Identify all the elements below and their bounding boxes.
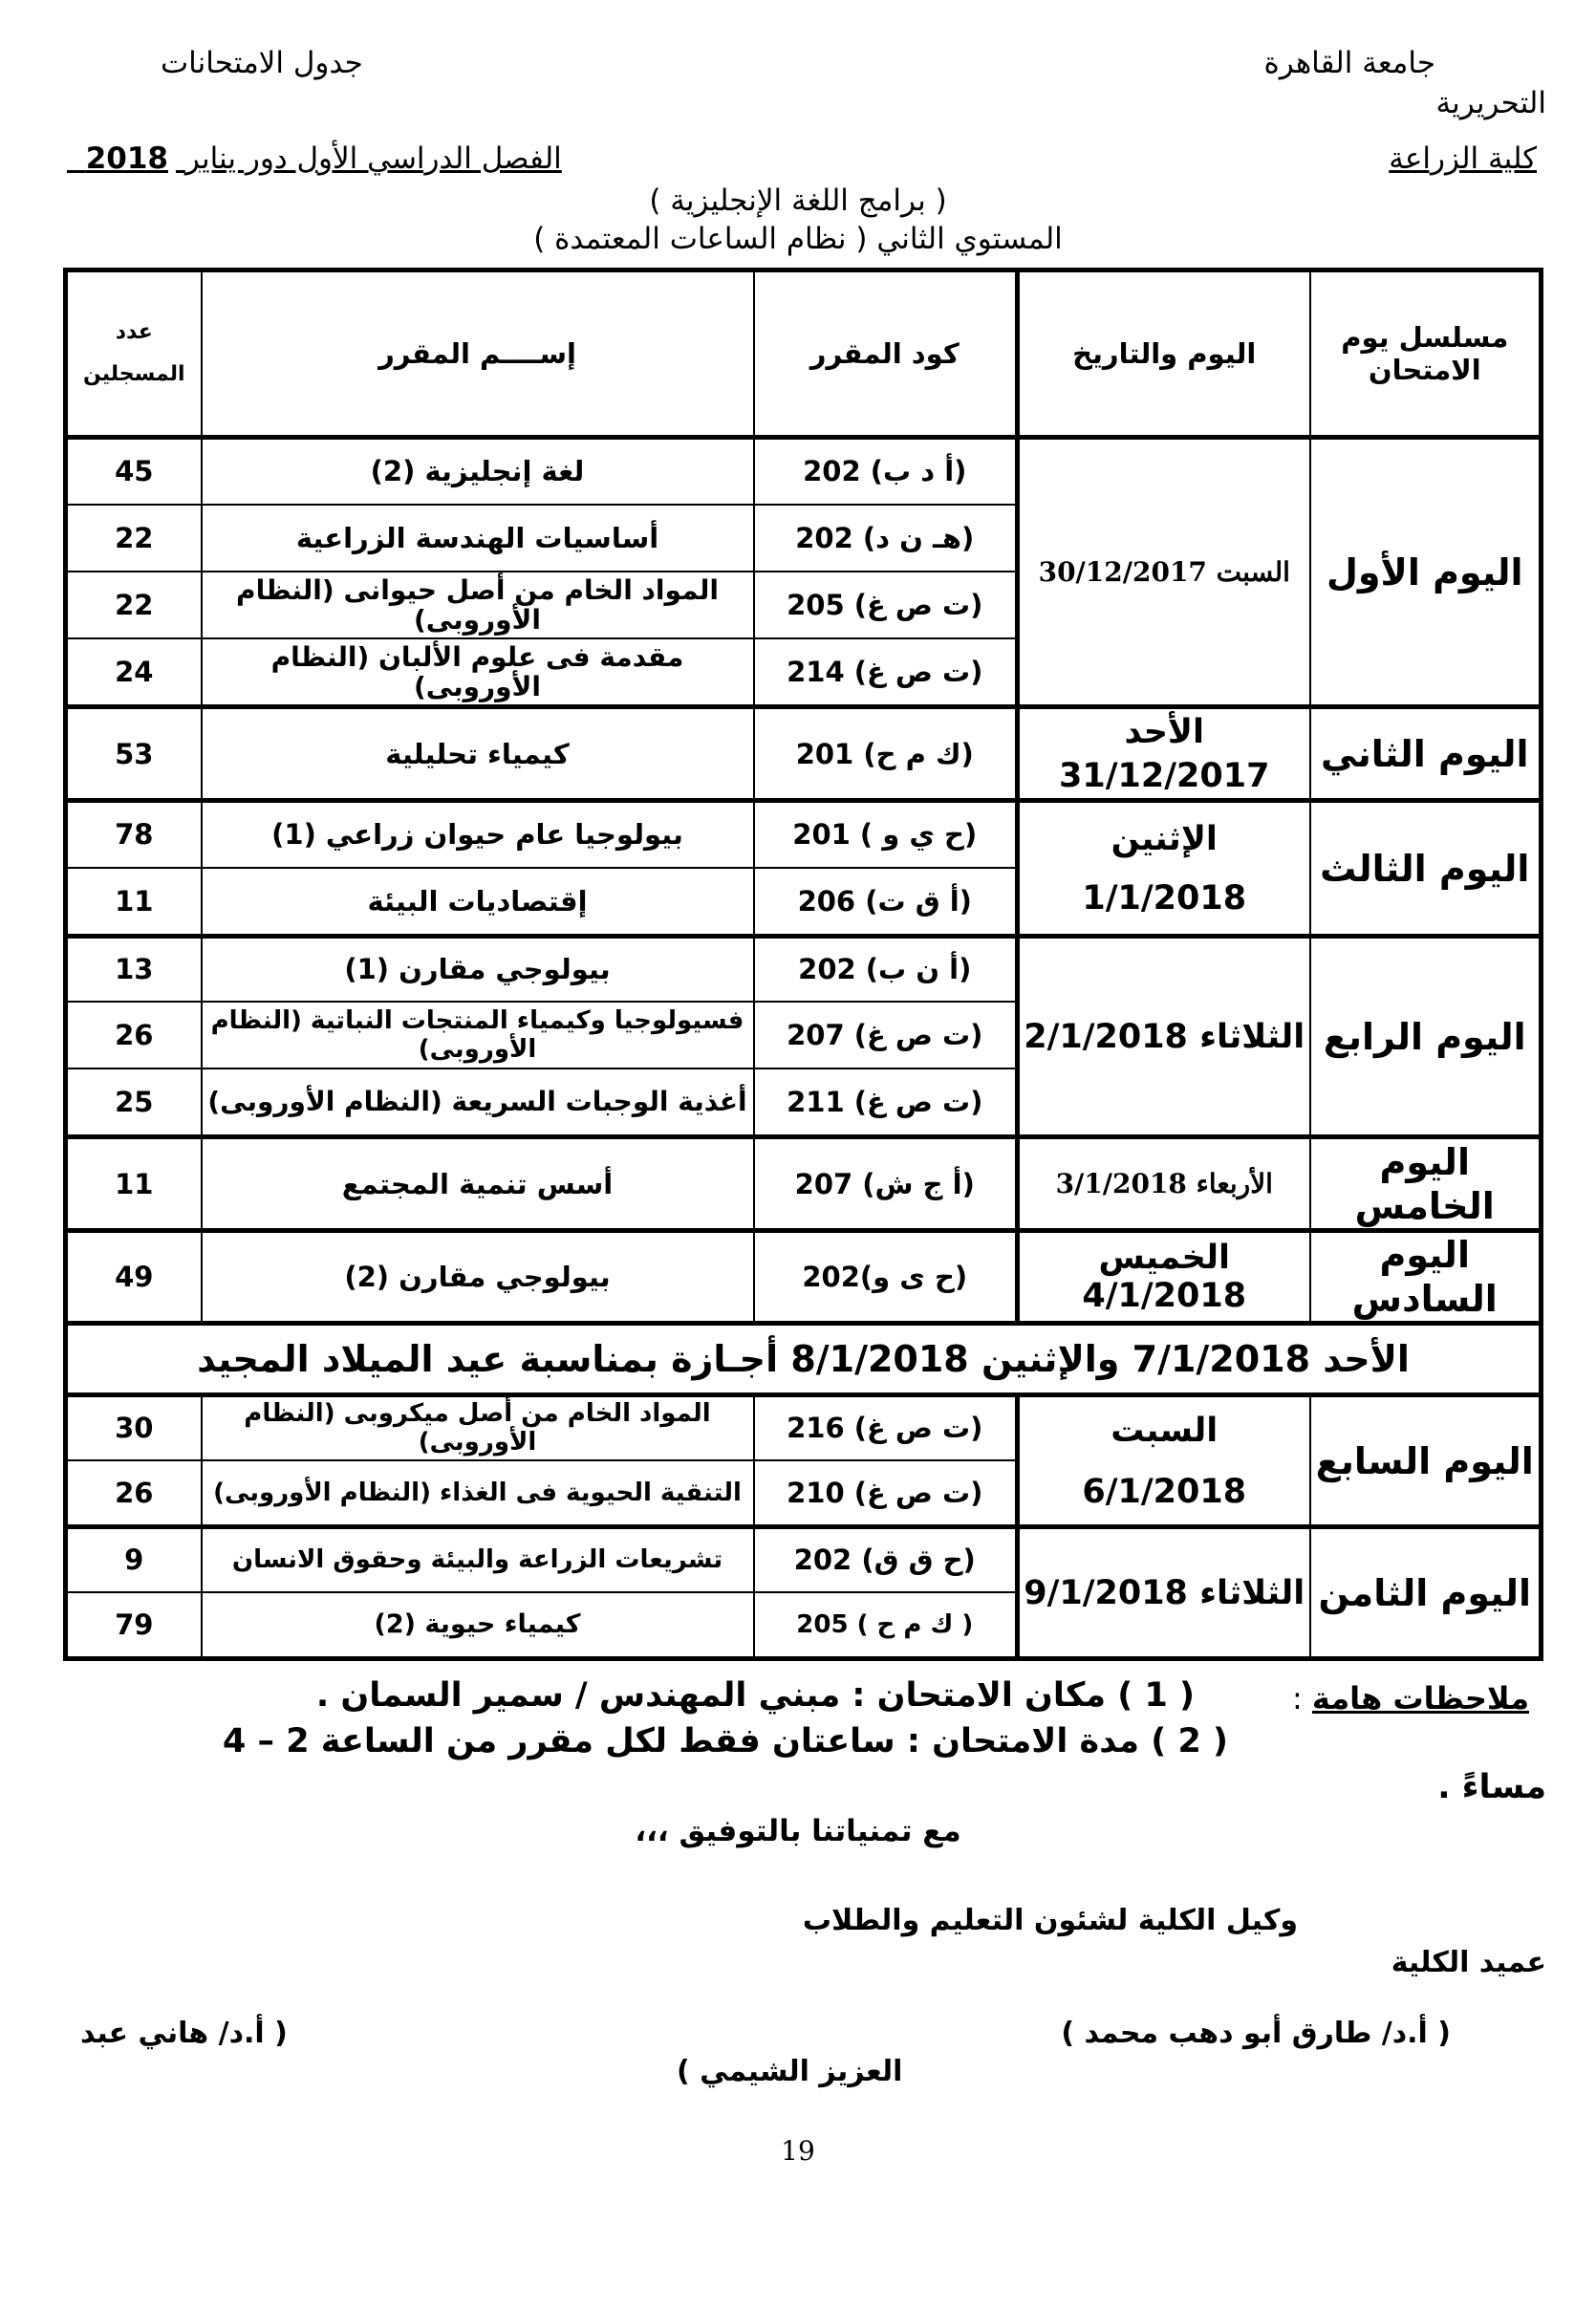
- course-name: أغذية الوجبات السريعة (النظام الأوروبى): [202, 1069, 754, 1137]
- exam-day-cell: اليوم الثالث: [1310, 801, 1542, 937]
- course-code: (ح ق ق) 202: [754, 1527, 1018, 1592]
- notes-colon: :: [1291, 1680, 1303, 1716]
- course-name: فسيولوجيا وكيمياء المنتجات النباتية (النظام الأوروبى): [202, 1002, 754, 1069]
- level-line: المستوي الثاني ( نظام الساعات المعتمدة ): [533, 222, 1063, 256]
- course-code: (هـ ن د) 202: [754, 505, 1018, 572]
- registered-count: 78: [66, 801, 202, 868]
- vice-dean-title: وكيل الكلية لشئون التعليم والطلاب: [802, 1904, 1298, 1937]
- header-course-name: إســــم المقرر: [202, 270, 754, 438]
- registered-count: 11: [66, 1137, 202, 1231]
- course-name: أسس تنمية المجتمع: [202, 1137, 754, 1231]
- registered-count: 79: [66, 1592, 202, 1659]
- registered-count: 30: [66, 1395, 202, 1460]
- program-line: ( برامج اللغة الإنجليزية ): [649, 184, 947, 218]
- course-code: (ح ى و)202: [754, 1231, 1018, 1324]
- course-code: (ح ي و ) 201: [754, 801, 1018, 868]
- course-code: (ت ص غ) 216: [754, 1395, 1018, 1460]
- course-code: ( ك م ح ) 205: [754, 1592, 1018, 1659]
- wishes-line: مع تمنياتنا بالتوفيق ،،،: [635, 1814, 961, 1848]
- course-code: (أ ق ت) 206: [754, 868, 1018, 937]
- header-course-code: كود المقرر: [754, 270, 1018, 438]
- note-2-continued: مساءً .: [1437, 1768, 1546, 1806]
- exam-date-cell: السبت 6/1/2018: [1018, 1395, 1310, 1527]
- registered-count: 13: [66, 937, 202, 1002]
- dean-name-line2: العزيز الشيمي ): [677, 2055, 903, 2088]
- written-label: التحريرية: [1435, 86, 1546, 120]
- notes-label: ملاحظات هامة: [1311, 1680, 1529, 1716]
- dean-name-line1: ( أ.د/ هاني عبد: [80, 2017, 288, 2050]
- course-name: كيمياء تحليلية: [202, 707, 754, 801]
- table-row: [66, 801, 1542, 868]
- exam-date-cell: الإثنين 1/1/2018: [1018, 801, 1310, 937]
- course-name: المواد الخام من أصل ميكروبى (النظام الأوروبى): [202, 1395, 754, 1460]
- course-name: تشريعات الزراعة والبيئة وحقوق الانسان: [202, 1527, 754, 1592]
- holiday-row: [66, 1324, 1542, 1395]
- course-code: (ت ص غ) 207: [754, 1002, 1018, 1069]
- course-code: (أ ج ش) 207: [754, 1137, 1018, 1231]
- note-2: ( 2 ) مدة الامتحان : ساعتان فقط لكل مقرر من الساعة 2 – 4: [222, 1722, 1228, 1760]
- exam-date-cell: الثلاثاء 2/1/2018: [1018, 937, 1310, 1137]
- note-1: ( 1 ) مكان الامتحان : مبني المهندس / سمير السمان .: [315, 1676, 1195, 1715]
- course-name: كيمياء حيوية (2): [202, 1592, 754, 1659]
- registered-count: 25: [66, 1069, 202, 1137]
- course-name: بيولوجي مقارن (2): [202, 1231, 754, 1324]
- dean-title: عميد الكلية: [1391, 1946, 1546, 1979]
- vice-dean-name: ( أ.د/ طارق أبو دهب محمد ): [1061, 2017, 1451, 2050]
- table-row: [66, 937, 1542, 1002]
- course-code: (أ د ب) 202: [754, 438, 1018, 505]
- university-name: جامعة القاهرة: [1263, 46, 1435, 80]
- exam-date-cell: الخميس 4/1/2018: [1018, 1231, 1310, 1324]
- header-day-date: اليوم والتاريخ: [1018, 270, 1310, 438]
- notes-label-line: [1292, 1680, 1529, 1716]
- course-name: المواد الخام من أصل حيوانى (النظام الأوروبى): [202, 572, 754, 638]
- course-name: بيولوجيا عام حيوان زراعي (1): [202, 801, 754, 868]
- course-name: أساسيات الهندسة الزراعية: [202, 505, 754, 572]
- course-name: إقتصاديات البيئة: [202, 868, 754, 937]
- table-row: [66, 1395, 1542, 1460]
- exam-day-cell: اليوم السادس: [1310, 1231, 1542, 1324]
- course-code: (ت ص غ) 205: [754, 572, 1018, 638]
- table-row: [66, 1527, 1542, 1592]
- table-row: [66, 707, 1542, 801]
- semester-line: [67, 141, 562, 176]
- exam-day-cell: اليوم الرابع: [1310, 937, 1542, 1137]
- registered-count: 26: [66, 1460, 202, 1527]
- course-code: (ك م ح) 201: [754, 707, 1018, 801]
- course-name: مقدمة فى علوم الألبان (النظام الأوروبى): [202, 638, 754, 707]
- table-row: [66, 438, 1542, 505]
- course-code: (ت ص غ) 211: [754, 1069, 1018, 1137]
- page-number: 19: [781, 2135, 815, 2167]
- course-code: (أ ن ب) 202: [754, 937, 1018, 1002]
- exam-date-cell: السبت 30/12/2017: [1018, 438, 1310, 707]
- exam-day-cell: اليوم الخامس: [1310, 1137, 1542, 1231]
- header-registered-count: عدد المسجلين: [66, 270, 202, 438]
- exam-day-cell: اليوم السابع: [1310, 1395, 1542, 1527]
- holiday-note: الأحد 7/1/2018 والإثنين 8/1/2018 أجـازة بمناسبة عيد الميلاد المجيد: [66, 1324, 1542, 1395]
- exam-date-cell: الثلاثاء 9/1/2018: [1018, 1527, 1310, 1659]
- exam-day-cell: اليوم الثاني: [1310, 707, 1542, 801]
- exam-date-cell: الأحد 31/12/2017: [1018, 707, 1310, 801]
- registered-count: 11: [66, 868, 202, 937]
- semester-year: 2018: [85, 141, 168, 176]
- registered-count: 22: [66, 572, 202, 638]
- table-row: [66, 1231, 1542, 1324]
- semester-text: الفصل الدراسي الأول دور يناير: [184, 141, 562, 176]
- registered-count: 49: [66, 1231, 202, 1324]
- course-name: بيولوجي مقارن (1): [202, 937, 754, 1002]
- registered-count: 45: [66, 438, 202, 505]
- registered-count: 22: [66, 505, 202, 572]
- registered-count: 9: [66, 1527, 202, 1592]
- registered-count: 26: [66, 1002, 202, 1069]
- registered-count: 53: [66, 707, 202, 801]
- exam-day-cell: اليوم الأول: [1310, 438, 1542, 707]
- header-exam-day: مسلسل يوم الامتحان: [1310, 270, 1542, 438]
- exam-date-cell: الأربعاء 3/1/2018: [1018, 1137, 1310, 1231]
- faculty-name: كلية الزراعة: [1389, 141, 1537, 176]
- course-code: (ت ص غ) 210: [754, 1460, 1018, 1527]
- exam-schedule-table: [63, 268, 1543, 1661]
- course-name: لغة إنجليزية (2): [202, 438, 754, 505]
- table-row: [66, 1137, 1542, 1231]
- course-code: (ت ص غ) 214: [754, 638, 1018, 707]
- exam-schedule-title: جدول الامتحانات: [161, 46, 363, 80]
- exam-day-cell: اليوم الثامن: [1310, 1527, 1542, 1659]
- course-name: التنقية الحيوية فى الغذاء (النظام الأوروبى): [202, 1460, 754, 1527]
- registered-count: 24: [66, 638, 202, 707]
